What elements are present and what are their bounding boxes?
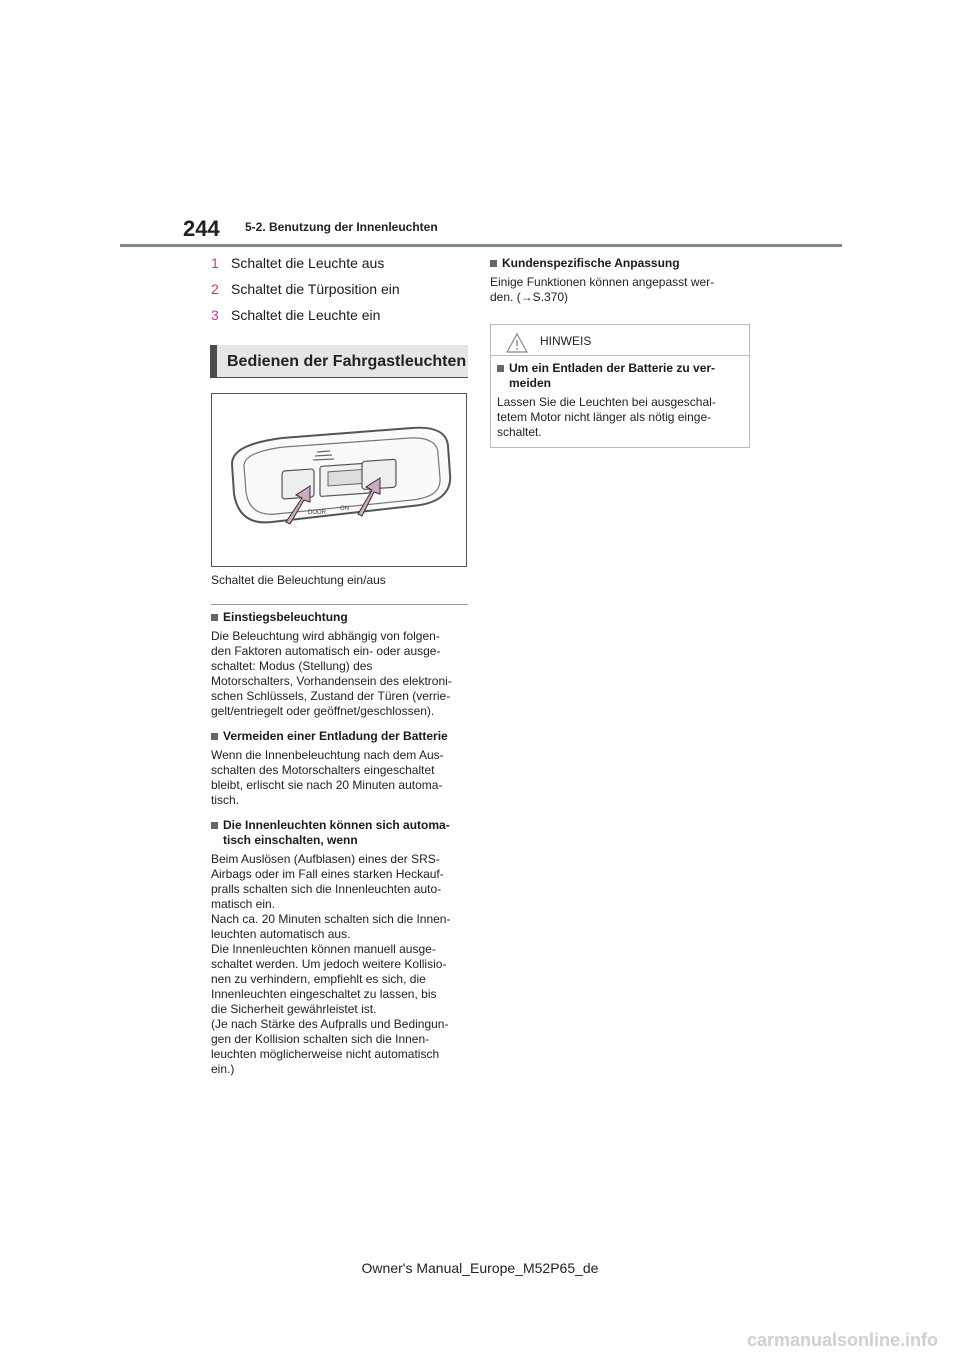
subsection-body: Wenn die Innenbeleuchtung nach dem Aus- schalten des Motorschalters eingeschaltet bleibt, erlischt sie nach 20 Minuten automa- tisch. (211, 748, 444, 807)
illustration-caption: Schaltet die Beleuchtung ein/aus (211, 573, 386, 587)
header-rule (120, 244, 842, 247)
section-title: Bedienen der Fahrgastleuchten (210, 345, 468, 378)
step-item (211, 281, 471, 298)
door-label: DOOR (308, 510, 326, 516)
step-number: 1 (211, 255, 219, 271)
subsection (211, 729, 471, 808)
square-bullet-icon (211, 614, 218, 621)
overhead-light-illustration (212, 394, 466, 566)
step-number: 3 (211, 307, 219, 323)
left-column (211, 610, 471, 1087)
square-bullet-icon (211, 733, 218, 740)
divider (491, 355, 749, 356)
note-header: HINWEIS (540, 334, 592, 348)
on-label: ON (340, 506, 349, 512)
step-number: 2 (211, 281, 219, 297)
subsection-title: Vermeiden einer Entladung der Batterie (223, 729, 448, 743)
note-content (497, 361, 742, 440)
step-text: Schaltet die Türposition ein (231, 281, 400, 297)
illustration-frame (211, 393, 467, 567)
step-text: Schaltet die Leuchte aus (231, 255, 385, 271)
page-number: 244 (183, 216, 220, 241)
square-bullet-icon (490, 260, 497, 267)
footer: Owner's Manual_Europe_M52P65_de (361, 1260, 599, 1276)
watermark: carmanualsonline.info (746, 1330, 938, 1350)
subsection-title: Kundenspezifische Anpassung (502, 256, 680, 270)
note-title: Um ein Entladen der Batterie zu ver- meiden (509, 361, 716, 390)
right-column (490, 256, 752, 315)
subsection-body: Beim Auslösen (Aufblasen) eines der SRS- Airbags oder im Fall eines starken Heckauf- pralls schalten sich die Innenleuchten auto- matisch ein. Nach ca. 20 Minuten schalten sich die Innen- leuchten automatisch aus. Die Innenleuchten können manuell ausge- schaltet werden. Um jedoch weitere Kollisio- nen zu verhindern, empfiehlt es sich, die Innenleuchten eingeschaltet zu lassen, bis die Sicherheit gewährleistet ist. (Je nach Stärke des Aufpralls und Bedingun- gen der Kollision schalten sich die Innen- leuchten möglicherweise nicht automatisch ein.) (211, 852, 451, 1076)
step-item (211, 255, 471, 272)
subsection-body: Die Beleuchtung wird abhängig von folgen- den Faktoren automatisch ein- oder ausge- schaltet: Modus (Stellung) des Motorschalters, Vorhandensein des elektroni- schen Schlüssels, Zustand der Türen (verrie- gelt/entriegelt oder geöffnet/geschlossen). (211, 629, 452, 718)
step-list (211, 255, 471, 333)
step-text: Schaltet die Leuchte ein (231, 307, 381, 323)
subsection (211, 818, 471, 1077)
warning-triangle-icon (506, 333, 528, 353)
divider (211, 604, 468, 605)
subsection (490, 256, 752, 305)
note-box (490, 324, 750, 448)
section-header: 5-2. Benutzung der Innenleuchten (245, 220, 438, 234)
subsection (211, 610, 471, 719)
subsection-body: Einige Funktionen können angepasst wer- den. (→S.370) (490, 275, 715, 304)
square-bullet-icon (497, 365, 504, 372)
note-body: Lassen Sie die Leuchten bei ausgeschal- tetem Motor nicht länger als nötig einge- schaltet. (497, 395, 716, 439)
step-item (211, 307, 471, 324)
subsection-title: Die Innenleuchten können sich automa- tisch einschalten, wenn (223, 818, 450, 847)
subsection-title: Einstiegsbeleuchtung (223, 610, 348, 624)
square-bullet-icon (211, 822, 218, 829)
